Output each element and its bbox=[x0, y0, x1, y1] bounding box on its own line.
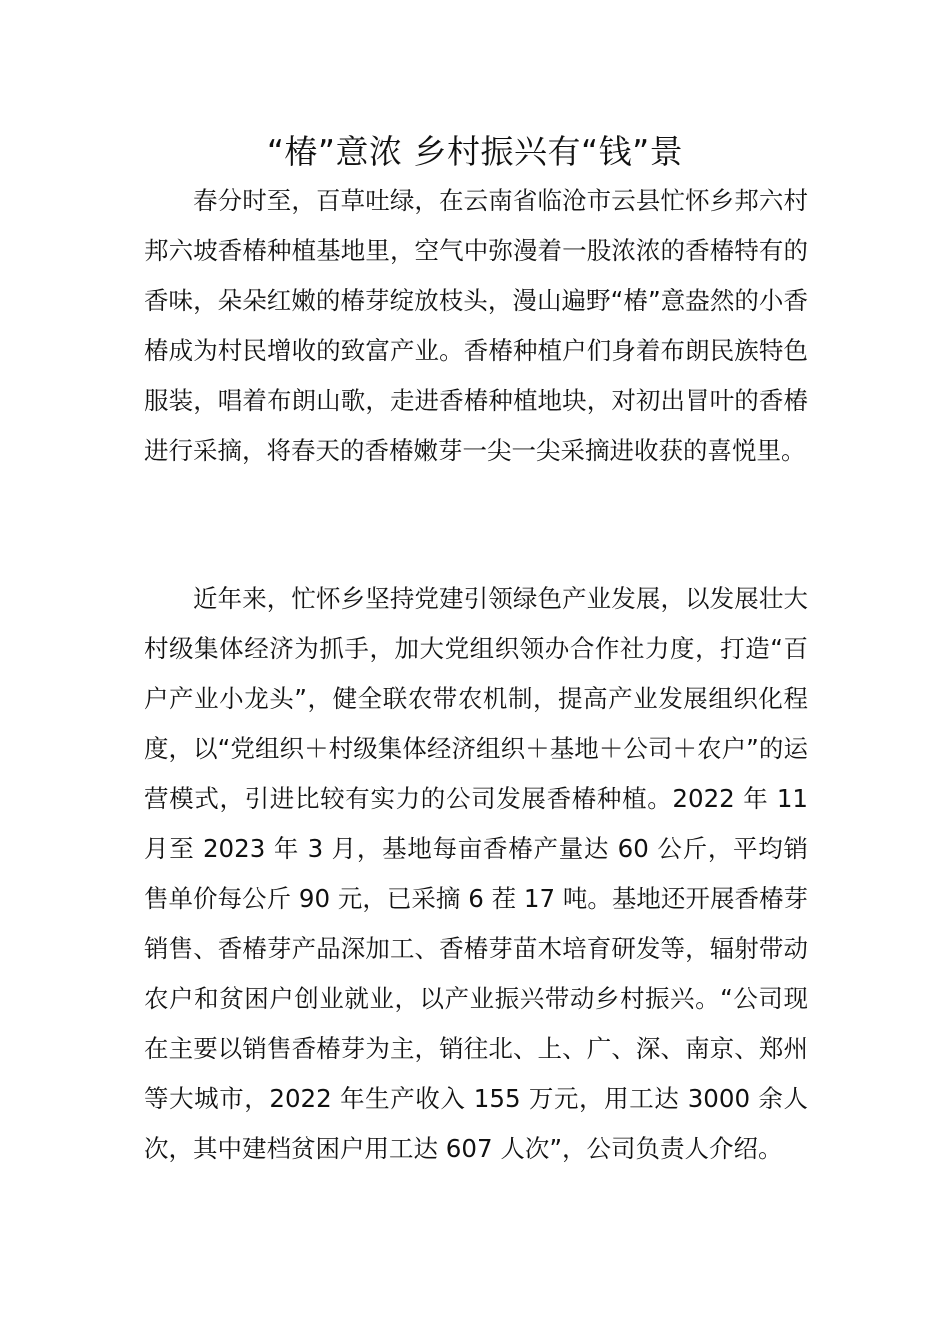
document-title: “椿”意浓 乡村振兴有“钱”景 bbox=[266, 132, 684, 171]
paragraph-1: 春分时至，百草吐绿，在云南省临沧市云县忙怀乡邦六村邦六坡香椿种植基地里，空气中弥漫着一股浓浓的香椿特有的香味，朵朵红嫩的椿芽绽放枝头，漫山遍野“椿”意盎然的小香椿成为村民增收的致富产业。香椿种植户们身着布朗民族特色服装，唱着布朗山歌，走进香椿种植地块，对初出冒叶的香椿进行采摘，将春天的香椿嫩芽一尖一尖采摘进收获的喜悦里。 bbox=[144, 186, 808, 465]
paragraph-2: 近年来，忙怀乡坚持党建引领绿色产业发展，以发展壮大村级集体经济为抓手，加大党组织领办合作社力度，打造“百户产业小龙头”，健全联农带农机制，提高产业发展组织化程度，以“党组织＋村级集体经济组织＋基地＋公司＋农户”的运营模式，引进比较有实力的公司发展香椿种植。2022 年 11 月至 2023 年 3 月，基地每亩香椿产量达 60 公斤，平均销售单价每公斤 90 元，已采摘 6 茬 17 吨。基地还开展香椿芽销售、香椿芽产品深加工、香椿芽苗木培育研发等，辐射带动农户和贫困户创业就业，以产业振兴带动乡村振兴。“公司现在主要以销售香椿芽为主，销往北、上、广、深、南京、郑州等大城市，2022 年生产收入 155 万元，用工达 3000 余人次，其中建档贫困户用工达 607 人次”，公司负责人介绍。 bbox=[144, 584, 808, 1163]
